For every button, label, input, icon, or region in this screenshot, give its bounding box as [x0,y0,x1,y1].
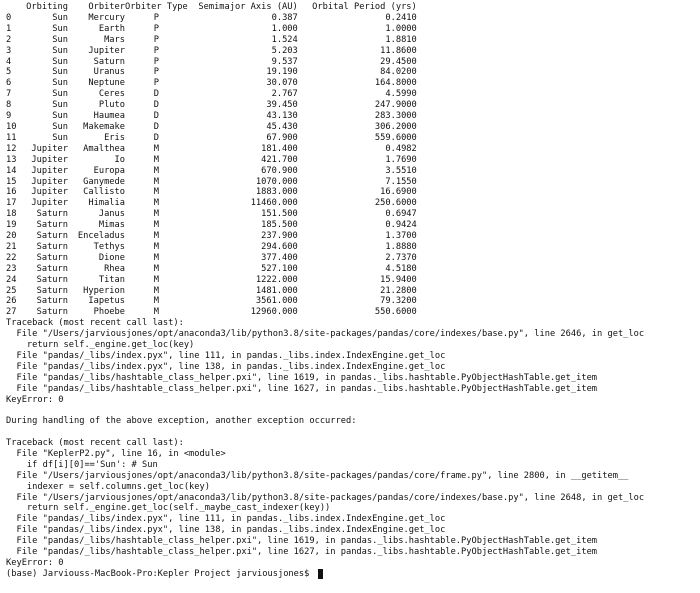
output-line: File "pandas/_libs/index.pyx", line 111, in pandas._libs.index.IndexEngine.get_loc [6,350,446,361]
table-row [6,35,417,46]
cell-orbiter-type: D [153,100,159,111]
cell-index: 6 [6,78,12,89]
output-line: File "/Users/jarviousjones/opt/anaconda3/lib/python3.8/site-packages/pandas/core/indexes/base.py", line 2648, in get_loc [6,492,645,503]
cell-index: 15 [6,176,17,187]
table-row [6,67,417,78]
cell-semimajor-axis: 9.537 [271,56,298,67]
cell-orbiter-type: M [153,296,159,307]
cell-orbiter: Pluto [98,100,125,111]
cell-orbiter-type: P [153,23,159,34]
table-row [6,166,417,177]
cell-orbital-period: 250.6000 [374,198,417,209]
table-row [6,122,417,133]
table-row [6,198,417,209]
cell-orbiter: Europa [93,165,125,176]
cell-semimajor-axis: 377.400 [261,252,298,263]
cell-semimajor-axis: 1481.000 [255,285,298,296]
table-row [6,177,417,188]
cell-orbiter-type: M [153,220,159,231]
cell-orbiter: Himalia [88,198,125,209]
cell-orbiter: Eris [104,132,125,143]
header-orbital-period: Orbital Period (yrs) [312,2,417,12]
cell-orbiting: Sun [52,56,68,67]
output-line: indexer = self.columns.get_loc(key) [6,481,210,492]
cell-orbiter-type: M [153,165,159,176]
cell-orbiting: Sun [52,89,68,100]
cell-index: 14 [6,165,17,176]
cell-orbiter-type: M [153,274,159,285]
cell-index: 7 [6,89,12,100]
cell-orbiter: Mars [104,34,125,45]
cell-orbiter-type: D [153,89,159,100]
cell-orbital-period: 84.0200 [380,67,417,78]
cell-semimajor-axis: 1.000 [271,23,298,34]
cell-index: 12 [6,143,17,154]
cell-orbital-period: 306.2000 [374,121,417,132]
cell-orbital-period: 16.6900 [380,187,417,198]
header-orbiter: Orbiter [88,2,125,12]
cell-orbiter: Neptune [88,78,125,89]
cell-semimajor-axis: 527.100 [261,263,298,274]
output-line [6,427,700,438]
cell-orbiter: Amalthea [83,143,125,154]
cell-orbiting: Sun [52,23,68,34]
table-row [6,144,417,155]
cell-orbiting: Jupiter [31,187,68,198]
table-header-row [6,2,417,13]
output-line: File "KeplerP2.py", line 16, in <module> [6,448,226,459]
cell-semimajor-axis: 151.500 [261,209,298,220]
table-row [6,100,417,111]
cell-orbiter: Ganymede [83,176,125,187]
cell-orbiter-type: M [153,143,159,154]
output-line: Traceback (most recent call last): [6,438,184,449]
cell-index: 19 [6,220,17,231]
output-line: Traceback (most recent call last): [6,318,184,329]
header-semimajor-axis: Semimajor Axis (AU) [198,2,298,12]
output-line: During handling of the above exception, another exception occurred: [6,416,357,427]
cell-index: 9 [6,111,12,122]
cell-orbital-period: 29.4500 [380,56,417,67]
table-row [6,275,417,286]
cell-orbiter: Callisto [83,187,125,198]
output-line: File "/Users/jarviousjones/opt/anaconda3/lib/python3.8/site-packages/pandas/core/indexes/base.py", line 2646, in get_loc [6,329,645,340]
table-row [6,286,417,297]
cell-semimajor-axis: 1222.000 [255,274,298,285]
cell-orbiting: Sun [52,67,68,78]
cell-orbiter: Haumea [93,111,125,122]
output-line: File "pandas/_libs/hashtable_class_helper.pxi", line 1627, in pandas._libs.hashtable.PyObjectHashTable.get_item [6,383,598,394]
cell-orbiting: Sun [52,45,68,56]
table-row [6,13,417,24]
cell-orbiter: Enceladus [77,231,125,242]
cell-orbiting: Saturn [36,285,68,296]
cell-semimajor-axis: 294.600 [261,241,298,252]
cell-orbiting: Jupiter [31,154,68,165]
cell-orbiter: Ceres [98,89,125,100]
cell-index: 8 [6,100,12,111]
cell-orbiting: Saturn [36,252,68,263]
cell-semimajor-axis: 1.524 [271,34,298,45]
cell-orbiting: Saturn [36,296,68,307]
cell-orbiting: Sun [52,111,68,122]
cell-orbiter-type: M [153,231,159,242]
table-row [6,209,417,220]
cell-orbiter: Mimas [98,220,125,231]
cell-index: 10 [6,121,17,132]
cell-orbiter: Mercury [88,12,125,23]
cell-orbital-period: 0.2410 [385,12,417,23]
output-line: KeyError: 0 [6,557,64,568]
cell-orbiter-type: M [153,252,159,263]
cell-orbiter: Jupiter [88,45,125,56]
cell-orbital-period: 7.1550 [385,176,417,187]
cell-orbiting: Saturn [36,263,68,274]
cell-orbiter: Janus [98,209,125,220]
cell-semimajor-axis: 670.900 [261,165,298,176]
table-row [6,24,417,35]
table-row [6,231,417,242]
cell-orbiting: Sun [52,100,68,111]
cell-orbital-period: 1.0000 [385,23,417,34]
cell-orbiting: Saturn [36,274,68,285]
cell-semimajor-axis: 67.900 [266,132,298,143]
cell-semimajor-axis: 0.387 [271,12,298,23]
cell-index: 4 [6,56,12,67]
cell-index: 27 [6,307,17,318]
cell-orbiter: Hyperion [83,285,125,296]
header-orbiter-type: Orbiter Type [125,2,188,12]
cell-orbiter: Titan [98,274,125,285]
table-row [6,296,417,307]
cell-semimajor-axis: 237.900 [261,231,298,242]
output-line: KeyError: 0 [6,394,64,405]
table-row [6,133,417,144]
table-row [6,89,417,100]
cell-semimajor-axis: 1070.000 [255,176,298,187]
cell-orbital-period: 1.8810 [385,34,417,45]
table-row [6,57,417,68]
cell-orbiter: Iapetus [88,296,125,307]
cell-index: 26 [6,296,17,307]
cell-index: 2 [6,34,12,45]
cell-orbiting: Saturn [36,209,68,220]
traceback-output [6,318,700,568]
table-body [6,13,417,318]
cell-orbital-period: 550.6000 [374,307,417,318]
cell-orbiting: Saturn [36,231,68,242]
table-row [6,242,417,253]
table-row [6,220,417,231]
cell-semimajor-axis: 2.767 [271,89,298,100]
cell-orbital-period: 283.3000 [374,111,417,122]
output-line: File "pandas/_libs/hashtable_class_helper.pxi", line 1627, in pandas._libs.hashtable.PyObjectHashTable.get_item [6,546,598,557]
cell-orbiter-type: M [153,307,159,318]
table-row [6,187,417,198]
cell-index: 23 [6,263,17,274]
cell-index: 17 [6,198,17,209]
cell-semimajor-axis: 3561.000 [255,296,298,307]
cell-orbital-period: 2.7370 [385,252,417,263]
cell-orbiter-type: M [153,198,159,209]
output-line: File "/Users/jarviousjones/opt/anaconda3/lib/python3.8/site-packages/pandas/core/frame.py", line 2800, in __getitem__ [6,470,629,481]
table-row [6,155,417,166]
cell-index: 13 [6,154,17,165]
cell-orbiter-type: M [153,285,159,296]
cell-orbiter-type: D [153,132,159,143]
cell-semimajor-axis: 45.430 [266,121,298,132]
output-line: File "pandas/_libs/hashtable_class_helper.pxi", line 1619, in pandas._libs.hashtable.PyObjectHashTable.get_item [6,536,598,547]
cell-semimajor-axis: 1883.000 [255,187,298,198]
output-line: File "pandas/_libs/index.pyx", line 138, in pandas._libs.index.IndexEngine.get_loc [6,525,446,536]
cell-orbiter: Dione [98,252,125,263]
cell-orbiter-type: P [153,12,159,23]
cell-orbital-period: 79.3200 [380,296,417,307]
cell-orbiter-type: M [153,154,159,165]
table-row [6,46,417,57]
cell-orbital-period: 0.9424 [385,220,417,231]
cell-orbiting: Sun [52,132,68,143]
cell-index: 11 [6,132,17,143]
cell-orbital-period: 4.5990 [385,89,417,100]
cell-orbital-period: 164.8000 [374,78,417,89]
output-line: if df[i][0]=='Sun': # Sun [6,459,158,470]
output-line: File "pandas/_libs/hashtable_class_helper.pxi", line 1619, in pandas._libs.hashtable.PyObjectHashTable.get_item [6,372,598,383]
cell-orbital-period: 0.6947 [385,209,417,220]
cell-semimajor-axis: 39.450 [266,100,298,111]
output-line: File "pandas/_libs/index.pyx", line 138, in pandas._libs.index.IndexEngine.get_loc [6,361,446,372]
cell-orbiter: Saturn [93,56,125,67]
output-line: return self._engine.get_loc(key) [6,340,195,351]
cell-orbiting: Jupiter [31,143,68,154]
cell-index: 3 [6,45,12,56]
cell-orbiter-type: D [153,111,159,122]
cell-orbital-period: 15.9400 [380,274,417,285]
cell-orbiting: Jupiter [31,176,68,187]
cell-orbital-period: 21.2800 [380,285,417,296]
cell-orbiter-type: M [153,187,159,198]
cell-index: 18 [6,209,17,220]
table-row [6,253,417,264]
cell-semimajor-axis: 421.700 [261,154,298,165]
cell-orbiting: Saturn [36,220,68,231]
cell-orbiter-type: P [153,78,159,89]
cell-orbiter-type: M [153,263,159,274]
cell-orbital-period: 1.7690 [385,154,417,165]
table-row [6,78,417,89]
cell-orbiting: Saturn [36,241,68,252]
cell-semimajor-axis: 181.400 [261,143,298,154]
cell-semimajor-axis: 12960.000 [250,307,298,318]
output-line [6,405,700,416]
cell-orbital-period: 3.5510 [385,165,417,176]
cell-orbiting: Sun [52,34,68,45]
cell-orbital-period: 4.5180 [385,263,417,274]
cell-orbiting: Jupiter [31,165,68,176]
header-orbiting: Orbiting [26,2,68,12]
cell-orbiting: Jupiter [31,198,68,209]
cell-orbital-period: 1.8880 [385,241,417,252]
text-cursor [318,569,323,579]
cell-semimajor-axis: 43.130 [266,111,298,122]
cell-orbiter-type: P [153,56,159,67]
cell-orbiter: Makemake [83,121,125,132]
cell-index: 5 [6,67,12,78]
cell-orbiter-type: M [153,241,159,252]
table-row [6,264,417,275]
cell-orbiting: Sun [52,12,68,23]
table-row [6,307,417,318]
cell-semimajor-axis: 11460.000 [250,198,298,209]
cell-orbital-period: 247.9000 [374,100,417,111]
cell-orbiter-type: P [153,45,159,56]
output-line: return self._engine.get_loc(self._maybe_cast_indexer(key)) [6,503,331,514]
cell-orbiter-type: D [153,121,159,132]
cell-orbiting: Sun [52,121,68,132]
cell-orbiter: Rhea [104,263,125,274]
cell-index: 25 [6,285,17,296]
output-line: File "pandas/_libs/index.pyx", line 111, in pandas._libs.index.IndexEngine.get_loc [6,514,446,525]
cell-orbital-period: 1.3700 [385,231,417,242]
cell-index: 16 [6,187,17,198]
cell-orbiter: Tethys [93,241,125,252]
cell-orbital-period: 0.4982 [385,143,417,154]
cell-orbital-period: 11.8600 [380,45,417,56]
shell-prompt-line[interactable] [6,569,700,580]
cell-semimajor-axis: 185.500 [261,220,298,231]
cell-orbiting: Saturn [36,307,68,318]
cell-index: 24 [6,274,17,285]
cell-index: 21 [6,241,17,252]
cell-orbiter: Uranus [93,67,125,78]
cell-orbiter-type: P [153,67,159,78]
shell-prompt: (base) Jarviouss-MacBook-Pro:Kepler Project jarviousjones$ [6,568,315,579]
cell-index: 20 [6,231,17,242]
cell-orbiter: Io [114,154,125,165]
cell-index: 1 [6,23,12,34]
cell-index: 22 [6,252,17,263]
cell-semimajor-axis: 30.070 [266,78,298,89]
cell-orbiting: Sun [52,78,68,89]
cell-orbiter-type: P [153,34,159,45]
cell-orbiter: Earth [98,23,125,34]
table-row [6,111,417,122]
dataframe-table [6,2,417,318]
cell-orbiter: Phoebe [93,307,125,318]
header-index [6,2,22,13]
cell-orbital-period: 559.6000 [374,132,417,143]
cell-orbiter-type: M [153,176,159,187]
cell-index: 0 [6,12,12,23]
cell-semimajor-axis: 19.190 [266,67,298,78]
cell-semimajor-axis: 5.203 [271,45,298,56]
cell-orbiter-type: M [153,209,159,220]
